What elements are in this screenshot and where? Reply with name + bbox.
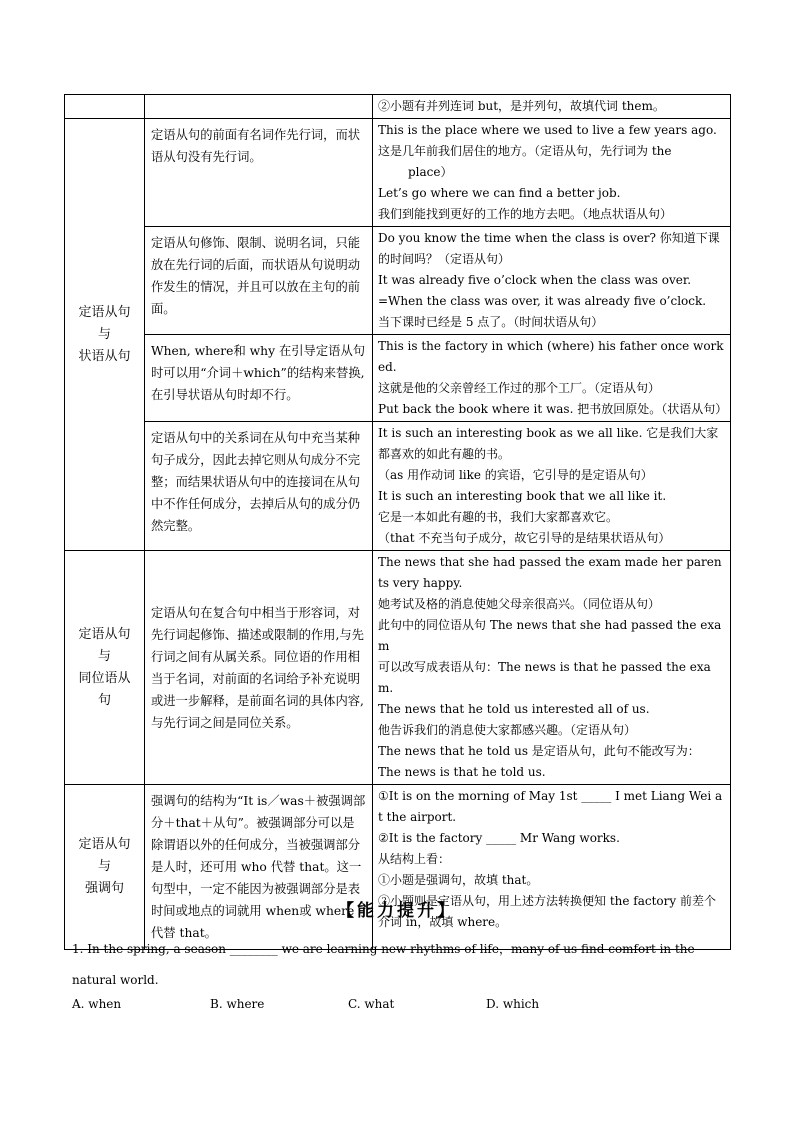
explanation-cell: 定语从句在复合句中相当于形容词，对先行词起修饰、描述或限制的作用,与先行词之间有从属关系。同位语的作用相当于名词，对前面的名词给予补充说明或进一步解释，是前面名词的具体内容,与先行词之间是同位关系。 bbox=[145, 551, 373, 785]
table-row bbox=[65, 551, 731, 785]
example-cell bbox=[373, 119, 731, 227]
example-line: The news that she had passed the exam made her parents very happy. bbox=[378, 555, 722, 590]
table-row bbox=[65, 335, 731, 422]
example-line: =When the class was over, it was already five o’clock. bbox=[378, 294, 707, 308]
category-label: 定语从句 bbox=[78, 837, 131, 852]
example-line: 可以改写成表语从句：The news is that he passed the exam. bbox=[378, 660, 711, 695]
category-label: 句 bbox=[97, 692, 111, 708]
example-line: Do you know the time when the class is over? 你知道下课的时间吗？（定语从句） bbox=[378, 231, 720, 266]
example-line: 当下课时已经是 5 点了。（时间状语从句） bbox=[378, 315, 604, 329]
table-row bbox=[65, 785, 731, 950]
example-cell bbox=[373, 422, 731, 551]
example-line: The news is that he told us. bbox=[378, 765, 546, 779]
option-a[interactable]: A. when bbox=[72, 997, 122, 1011]
example-line: This is the place where we used to live a few years ago. bbox=[378, 123, 717, 137]
section-title: 【能力提升】 bbox=[337, 901, 457, 921]
category-label: 定语从句 bbox=[78, 304, 131, 320]
example-line: ①It is on the morning of May 1st _____ I met Liang Wei at the airport. bbox=[378, 789, 723, 824]
example-line: 这是几年前我们居住的地方。（定语从句，先行词为 the bbox=[378, 144, 672, 158]
category-label: 状语从句 bbox=[78, 348, 131, 364]
table-row bbox=[65, 119, 731, 227]
example-line: 此句中的同位语从句 The news that she had passed the exam bbox=[378, 618, 722, 653]
category-cell bbox=[65, 785, 145, 950]
example-line: ①小题是强调句，故填 that。 bbox=[378, 873, 539, 887]
explanation-cell: 定语从句的前面有名词作先行词，而状语从句没有先行词。 bbox=[145, 119, 373, 227]
example-line: 他告诉我们的消息使大家都感兴趣。（定语从句） bbox=[378, 723, 637, 737]
category-cell bbox=[65, 551, 145, 785]
example-line: ②It is the factory _____ Mr Wang works. bbox=[378, 831, 620, 845]
explanation-cell: When, where和 why 在引导定语从句时可以用“介词＋which”的结构来替换,在引导状语从句时却不行。 bbox=[145, 335, 373, 422]
category-label: 强调句 bbox=[84, 881, 124, 896]
option-d[interactable]: D. which bbox=[486, 997, 540, 1011]
example-line: It was already five o’clock when the class was over. bbox=[378, 273, 692, 287]
category-label: 与 bbox=[97, 859, 111, 874]
example-line: Put back the book where it was. 把书放回原处。（状语从句） bbox=[378, 402, 728, 416]
category-label: 与 bbox=[97, 648, 111, 664]
explanation-cell: 定语从句修饰、限制、说明名词，只能放在先行词的后面，而状语从句说明动作发生的情况，并且可以放在主句的前面。 bbox=[145, 227, 373, 335]
example-cell bbox=[373, 551, 731, 785]
example-line: It is such an interesting book that we all like it. bbox=[378, 489, 667, 503]
example-cell bbox=[373, 95, 731, 119]
example-line: Let’s go where we can find a better job. bbox=[378, 186, 621, 200]
example-cell bbox=[373, 335, 731, 422]
example-line: The news that he told us interested all of us. bbox=[378, 702, 650, 716]
example-line: The news that he told us 是定语从句，此句不能改写为： bbox=[378, 744, 700, 758]
example-line: This is the factory in which (where) his father once worked. bbox=[378, 339, 724, 374]
example-line: （as 用作动词 like 的宾语，它引导的是定语从句） bbox=[378, 468, 653, 482]
example-line: It is such an interesting book as we all like. 它是我们大家都喜欢的如此有趣的书。 bbox=[378, 426, 719, 461]
question-text: 1. In the spring, a season ________ we are learning new rhythms of life，many of us find comfort in the natural world. bbox=[72, 942, 695, 987]
category-label: 定语从句 bbox=[78, 626, 131, 642]
example-line: 它是一本如此有趣的书，我们大家都喜欢它。 bbox=[378, 510, 619, 524]
category-label: 与 bbox=[97, 326, 111, 342]
grammar-comparison-table bbox=[64, 94, 731, 950]
example-line: 从结构上看： bbox=[378, 852, 451, 866]
example-cell bbox=[373, 227, 731, 335]
table-row bbox=[65, 422, 731, 551]
explanation-cell: 定语从句中的关系词在从句中充当某种句子成分，因此去掉它则从句成分不完整；而结果状语从句中的连接词在从句中不作任何成分，去掉后从句的成分仍然完整。 bbox=[145, 422, 373, 551]
table-row bbox=[65, 95, 731, 119]
option-b[interactable]: B. where bbox=[210, 997, 265, 1011]
answer-options bbox=[72, 997, 722, 1011]
example-line: 她考试及格的消息使她父母亲很高兴。（同位语从句） bbox=[378, 597, 661, 611]
explanation-cell bbox=[145, 95, 373, 119]
category-cell bbox=[65, 95, 145, 119]
table-row bbox=[65, 227, 731, 335]
example-line: ②小题有并列连词 but，是并列句，故填代词 them。 bbox=[378, 99, 665, 113]
category-label: 同位语从 bbox=[78, 670, 131, 686]
example-line: 这就是他的父亲曾经工作过的那个工厂。（定语从句） bbox=[378, 381, 661, 395]
example-line: （that 不充当句子成分，故它引导的是结果状语从句） bbox=[378, 531, 671, 545]
explanation-cell: 强调句的结构为“It is／was＋被强调部分＋that＋从句”。被强调部分可以是除谓语以外的任何成分，当被强调部分是人时，还可用 who 代替 that。这一句型中，一定不能因为被强调部分是表时间或地点的词就用 when或 where代替 that。 bbox=[145, 785, 373, 950]
option-c[interactable]: C. what bbox=[348, 997, 395, 1011]
example-line: ②小题则是定语从句，用上述方法转换便知 the factory 前差个介词 in，故填 where。 bbox=[378, 894, 716, 929]
example-line: place） bbox=[408, 165, 453, 179]
example-cell bbox=[373, 785, 731, 950]
category-cell bbox=[65, 119, 145, 551]
example-line: 我们到能找到更好的工作的地方去吧。（地点状语从句） bbox=[378, 207, 673, 221]
